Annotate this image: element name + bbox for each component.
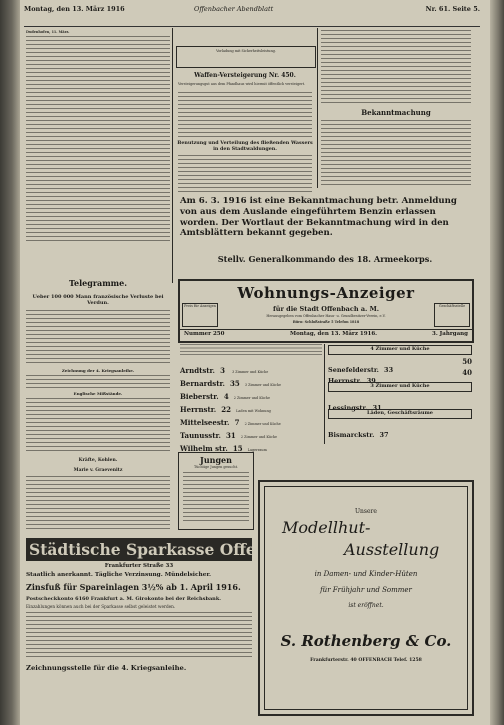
wohnungs-date: Montag, den 13. März 1916. — [290, 331, 378, 337]
listing-street: Arndtstr. — [180, 366, 215, 375]
waffen-heading: Waffen-Versteigerung Nr. 450. — [194, 72, 296, 79]
wohnungs-volume: 3. Jahrgang — [432, 331, 468, 337]
sparkasse-ad — [26, 538, 358, 718]
jungen-title: Jungen — [200, 455, 232, 465]
listing-row: Bernardstr. 35 3 Zimmer und Küche — [180, 379, 282, 388]
notice-signature: Stellv. Generalkommando des 18. Armeekorps. — [217, 254, 433, 264]
sparkasse-title: Städtische Sparkasse Offenbach a. M. — [26, 538, 252, 561]
news-dateline: Dudenhofen, 11. März. — [26, 30, 70, 34]
price-b: 40 — [462, 368, 472, 377]
engel-line: Marie v. Graevenitz — [73, 468, 123, 473]
modell-addr: Frankfurterstr. 40 OFFENBACH Telef. 1258 — [310, 658, 422, 663]
category-label: Läden, Geschäftsräume — [328, 409, 472, 419]
category-label: 4 Zimmer und Küche — [328, 345, 472, 355]
listings-right — [328, 345, 472, 439]
english-heading: Englische Mißstände. — [73, 391, 123, 396]
modell-line1: in Damen- und Kinder-Hüten — [314, 570, 418, 578]
listing-row: Senefelderstr. 33 50 — [328, 357, 472, 374]
wohnungs-publisher: Herausgegeben vom Offenbacher Haus- u. Grundbesitzer-Verein, e.V. — [266, 314, 386, 318]
bekanntmachung-heading: Bekanntmachung — [361, 108, 431, 117]
wohnungs-office: Büro: Schloßstraße 5 Telefon 1818 — [292, 320, 360, 324]
header-page: Nr. 61. Seite 5. — [425, 5, 480, 13]
listing-row: Herrnstr. 39 40 — [328, 368, 472, 385]
wohnungs-subtitle: für die Stadt Offenbach a. M. — [272, 305, 380, 313]
sparkasse-line1: Staatlich anerkannt. Tägliche Verzinsung. Mündelsicher. — [26, 572, 211, 578]
benzin-notice: Am 6. 3. 1916 ist eine Bekanntmachung betr. Anmeldung von aus dem Auslande eingeführtem Benzin erlassen worden. Der Wortlaut der Bekanntmachung wird in den Amtsblättern bekannt gegeben. — [180, 196, 457, 239]
vorladung-box — [176, 46, 316, 68]
listing-row: Lessingstr. 31 — [328, 404, 382, 412]
modell-title1: Modellhut- — [282, 518, 371, 537]
benutzung-heading: Benutzung und Verteilung des fließenden Wassers in den Stadtwaldungen. — [177, 140, 313, 152]
listing-row: Wilhelm str. 15 Lagerraum — [180, 444, 267, 453]
vorladung-text: Vorladung mit Sicherheitsleistung. — [216, 49, 276, 53]
kraemer-heading: Kräfte, Kohlen. — [78, 458, 118, 463]
header-paper: Offenbacher Abendblatt — [194, 5, 274, 13]
binder-edge — [0, 0, 20, 725]
wohnungs-anzeiger-header — [178, 279, 474, 343]
page-header — [24, 0, 480, 27]
modell-line2: für Frühjahr und Sommer — [320, 586, 412, 594]
stellv-heading: Zeichnung der 4. Kriegsanleihe. — [61, 368, 135, 373]
telegramme-heading: Telegramme. — [68, 278, 128, 288]
modell-firm: S. Rothenberg & Co. — [280, 632, 452, 650]
wohnungs-number: Nummer 250 — [184, 331, 225, 337]
telegramme-text — [26, 310, 170, 366]
page-edge — [490, 0, 504, 725]
modell-top: Unsere — [355, 508, 377, 515]
jungen-text: Tüchtige Jungen gesucht. — [193, 465, 239, 469]
sparkasse-line4: Einzahlungen können auch bei der Sparkasse selbst geleistet werden. — [26, 604, 176, 609]
price-a: 50 — [462, 357, 472, 366]
news-text — [26, 36, 170, 241]
telegramme-sub: Ueber 100 000 Mann französische Verluste bei Verdun. — [32, 294, 164, 306]
waffen-sub: Versteigerungsgut aus dem Pfandhaus wird hiermit öffentlich versteigert. — [178, 82, 306, 86]
listing-row: Herrnstr. 22 Laden mit Wohnung — [180, 405, 271, 414]
category-label: 3 Zimmer und Küche — [328, 382, 472, 392]
listing-row: Bismarckstr. 37 — [328, 431, 389, 439]
listing-row: Arndtstr. 3 3 Zimmer und Küche — [180, 366, 269, 375]
sparkasse-zeichnung: Zeichnungsstelle für die 4. Kriegsanleihe. — [26, 664, 187, 673]
modellhut-ad — [258, 480, 474, 716]
sparkasse-zinsfuss: Zinsfuß für Spareinlagen 3½% ab 1. April 1916. — [26, 582, 241, 592]
listing-row: Taunusstr. 31 2 Zimmer und Küche — [180, 431, 278, 440]
header-date: Montag, den 13. März 1916 — [24, 5, 125, 13]
listings-left — [180, 358, 322, 453]
office-box: Geschäftsstelle — [434, 303, 470, 327]
modell-line3: ist eröffnet. — [348, 602, 384, 609]
sparkasse-address: Frankfurter Straße 33 — [104, 563, 174, 569]
price-box: Preis für Anzeigen — [182, 303, 218, 327]
listing-row: Bieberstr. 4 2 Zimmer und Küche — [180, 392, 270, 401]
listing-row: Mittelseestr. 7 2 Zimmer und Küche — [180, 418, 281, 427]
jungen-box — [178, 452, 254, 530]
sparkasse-konto: Postscheckkonto 6160 Frankfurt a. M. Girokonto bei der Reichsbank. — [26, 596, 222, 602]
wohnungs-title: Wohnungs-Anzeiger — [237, 284, 415, 302]
modell-title2: Ausstellung — [344, 540, 440, 559]
